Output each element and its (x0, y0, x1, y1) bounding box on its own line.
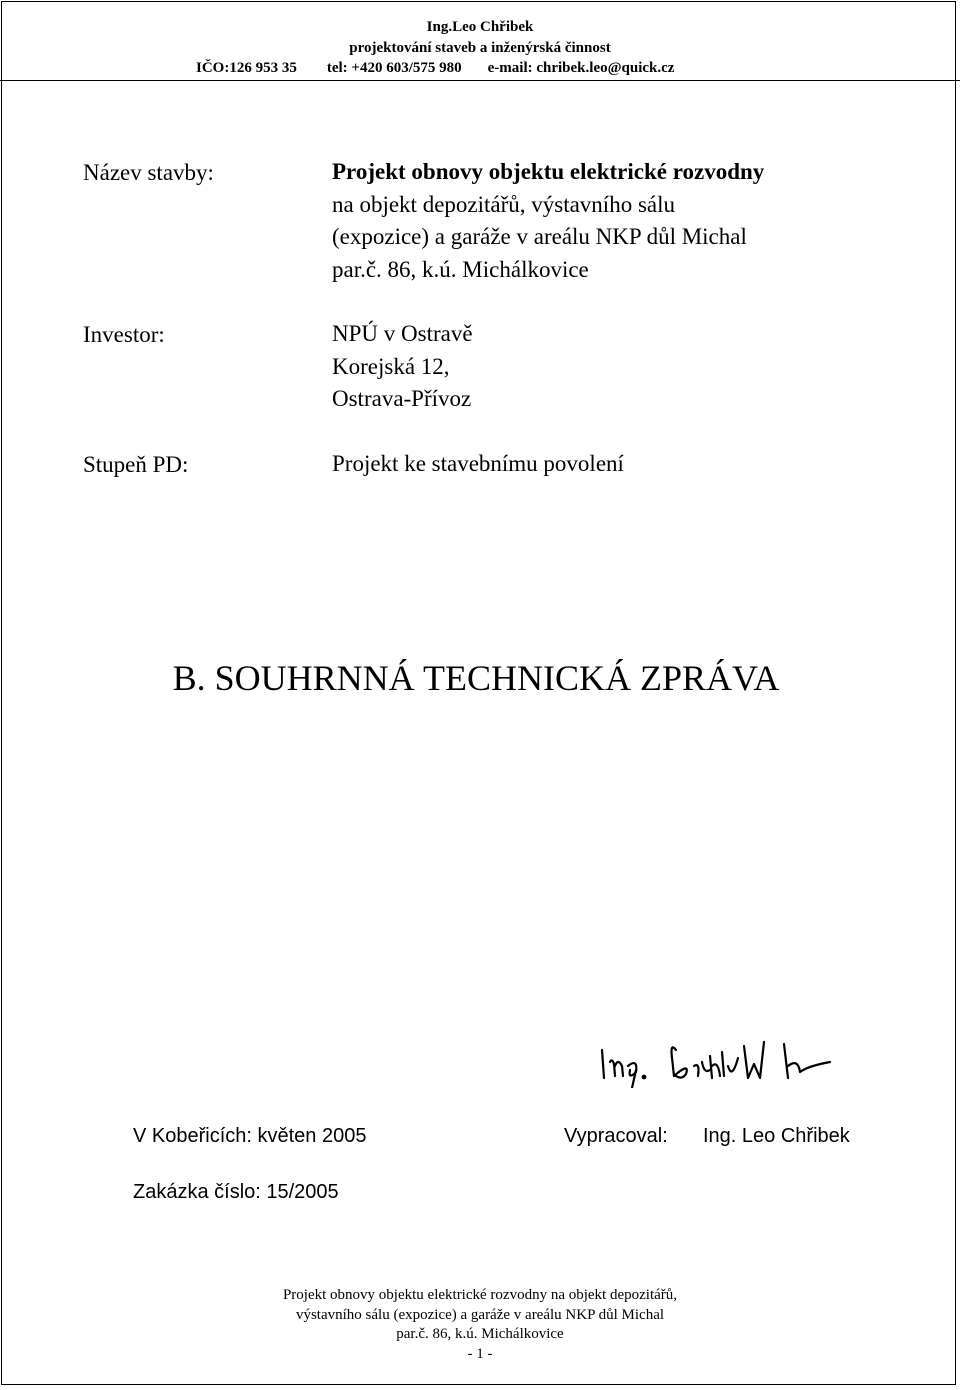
footer-line: par.č. 86, k.ú. Michálkovice (396, 1326, 564, 1342)
company-profession: projektování staveb a inženýrská činnost (349, 40, 611, 56)
stupen-label: Stupeň PD: (83, 452, 189, 477)
place-date: V Kobeřicích: květen 2005 (133, 1125, 367, 1147)
stavba-value (332, 156, 764, 286)
investor-line: Korejská 12, (332, 353, 450, 379)
page-number: - 1 - (467, 1345, 493, 1362)
signature (598, 1036, 834, 1088)
stavba-line: (expozice) a garáže v areálu NKP důl Michal (332, 224, 747, 249)
company-contacts (196, 58, 674, 78)
stupen-value: Projekt ke stavebnímu povolení (332, 451, 624, 476)
document-title-text: B. SOUHRNNÁ TECHNICKÁ ZPRÁVA (172, 658, 780, 698)
email: e-mail: chribek.leo@quick.cz (487, 60, 675, 76)
ico-number: IČO:126 953 35 (196, 60, 297, 76)
investor-label: Investor: (83, 322, 165, 347)
stavba-line: na objekt depozitářů, výstavního sálu (332, 191, 676, 217)
order-number: Zakázka číslo: 15/2005 (133, 1181, 339, 1203)
stavba-line: Projekt obnovy objektu elektrické rozvodny (332, 159, 765, 184)
document-title (0, 656, 960, 700)
stavba-line: par.č. 86, k.ú. Michálkovice (332, 256, 589, 282)
investor-line: Ostrava-Přívoz (332, 386, 472, 411)
prepared-by-name: Ing. Leo Chřibek (703, 1125, 850, 1147)
investor-line: NPÚ v Ostravě (332, 321, 473, 346)
letterhead (0, 0, 960, 81)
stavba-label: Název stavby: (83, 160, 214, 185)
footer-line: výstavního sálu (expozice) a garáže v areálu NKP důl Michal (295, 1306, 665, 1323)
telephone: tel: +420 603/575 980 (326, 60, 462, 76)
company-name: Ing.Leo Chřibek (426, 19, 534, 35)
prepared-by-label: Vypracoval: (564, 1125, 668, 1147)
page-footer (0, 1286, 960, 1364)
investor-value (332, 318, 473, 416)
footer-line: Projekt obnovy objektu elektrické rozvodny na objekt depozitářů, (282, 1287, 678, 1303)
